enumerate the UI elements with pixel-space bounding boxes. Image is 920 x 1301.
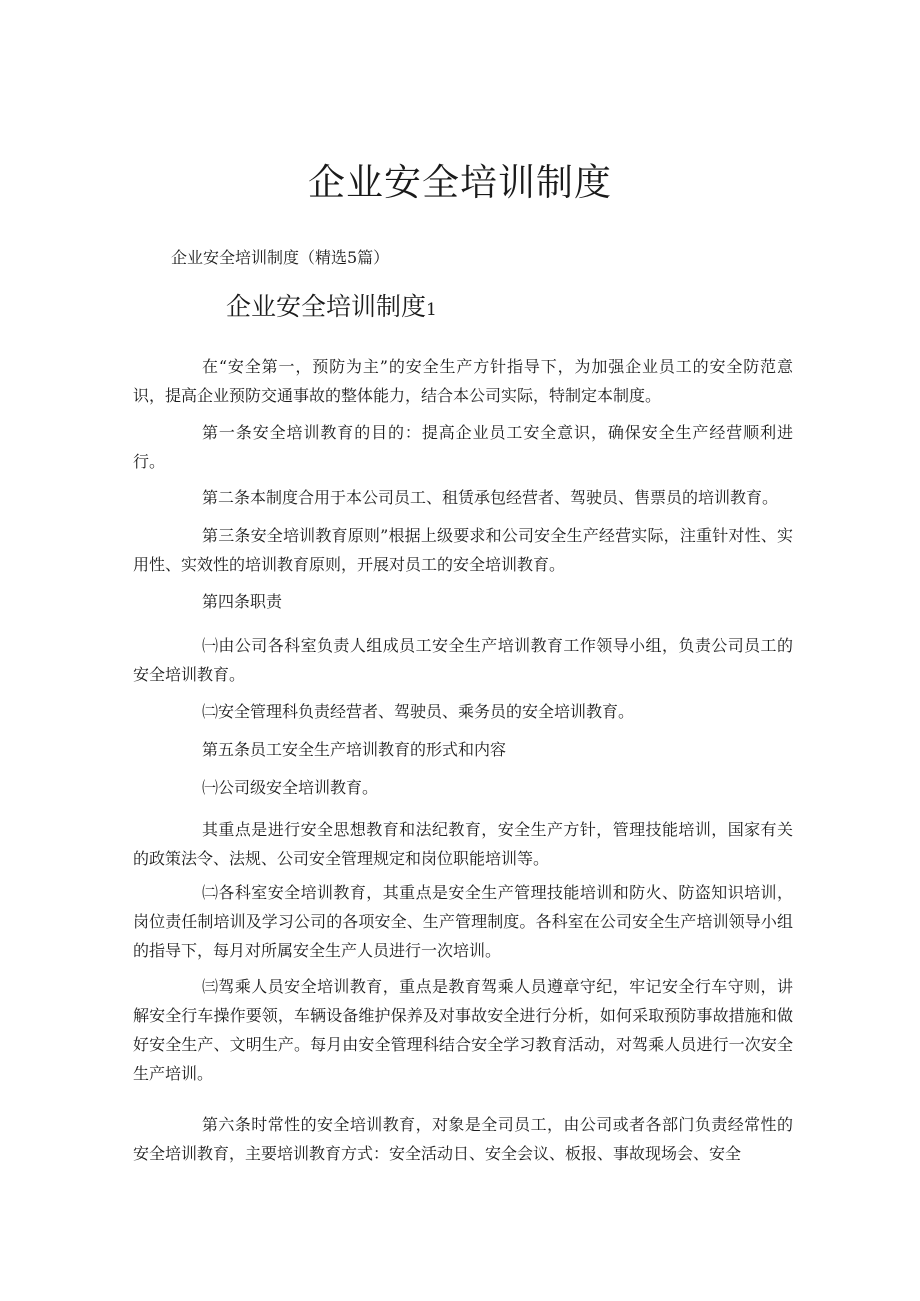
- paragraph-article-5-item-1-detail: 其重点是进行安全思想教育和法纪教育，安全生产方针，管理技能培训，国家有关的政策法令、法规、公司安全管理规定和岗位职能培训等。: [133, 820, 793, 868]
- section-number: 1: [426, 300, 437, 320]
- paragraph-intro: 在“安全第一，预防为主”的安全生产方针指导下，为加强企业员工的安全防范意识，提高企业预防交通事故的整体能力，结合本公司实际，特制定本制度。: [133, 357, 793, 405]
- paragraph-article-1: 第一条安全培训教育的目的：提高企业员工安全意识，确保安全生产经营顺利进行。: [133, 423, 793, 471]
- document-subtitle: 企业安全培训制度（精选5篇）: [171, 248, 390, 267]
- paragraph-article-5-item-2: ㈡各科室安全培训教育，其重点是安全生产管理技能培训和防火、防盗知识培训，岗位责任制培训及学习公司的各项安全、生产管理制度。各科室在公司安全生产培训领导小组的指导下，每月对所属安全生产人员进行一次培训。: [133, 883, 793, 960]
- section-heading: [226, 290, 437, 327]
- paragraph-article-2: 第二条本制度合用于本公司员工、租赁承包经营者、驾驶员、售票员的培训教育。: [202, 488, 779, 507]
- paragraph-article-5: 第五条员工安全生产培训教育的形式和内容: [202, 740, 507, 759]
- paragraph-article-5-item-3: ㈢驾乘人员安全培训教育，重点是教育驾乘人员遵章守纪，牢记安全行车守则，讲解安全行车操作要领，车辆设备维护保养及对事故安全进行分析，如何采取预防事故措施和做好安全生产、文明生产。每月由安全管理科结合安全学习教育活动，对驾乘人员进行一次安全生产培训。: [133, 977, 793, 1083]
- paragraph-article-6: 第六条时常性的安全培训教育，对象是全司员工，由公司或者各部门负责经常性的安全培训教育，主要培训教育方式：安全活动日、安全会议、板报、事故现场会、安全: [133, 1115, 793, 1163]
- paragraph-article-4-item-1: ㈠由公司各科室负责人组成员工安全生产培训教育工作领导小组，负责公司员工的安全培训教育。: [133, 636, 793, 684]
- document-title: 企业安全培训制度: [308, 161, 612, 204]
- paragraph-article-4: 第四条职责: [202, 592, 283, 611]
- paragraph-article-4-item-2: ㈡安全管理科负责经营者、驾驶员、乘务员的安全培训教育。: [202, 702, 635, 721]
- paragraph-article-3: 第三条安全培训教育原则”根据上级要求和公司安全生产经营实际，注重针对性、实用性、实效性的培训教育原则，开展对员工的安全培训教育。: [133, 526, 793, 574]
- paragraph-article-5-item-1: ㈠公司级安全培训教育。: [202, 778, 379, 797]
- section-heading-text: 企业安全培训制度: [226, 292, 427, 321]
